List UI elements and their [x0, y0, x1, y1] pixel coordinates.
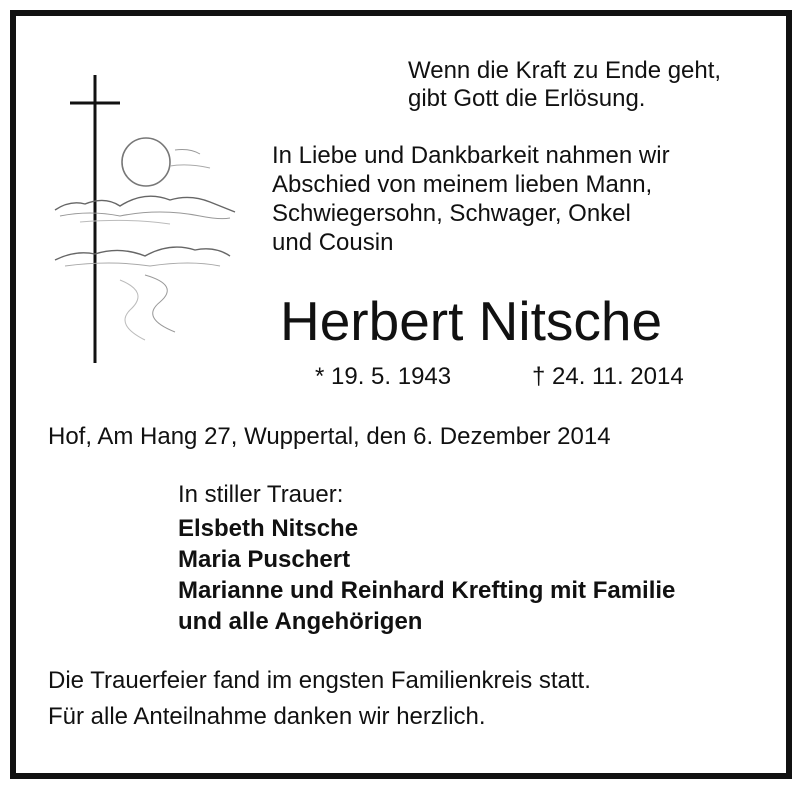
mourner-1: Elsbeth Nitsche: [178, 515, 359, 542]
mourners-intro: In stiller Trauer:: [178, 481, 344, 508]
closing-line-1: Die Trauerfeier fand im engsten Familienkreis statt.: [48, 667, 591, 694]
farewell-line-3: Schwiegersohn, Schwager, Onkel: [272, 200, 631, 227]
motto-line-1: Wenn die Kraft zu Ende geht,: [408, 57, 722, 84]
place-and-date: Hof, Am Hang 27, Wuppertal, den 6. Dezember 2014: [48, 423, 611, 450]
mourner-4: und alle Angehörigen: [178, 608, 423, 635]
mourner-2: Maria Puschert: [178, 546, 351, 573]
death-date: † 24. 11. 2014: [532, 363, 684, 390]
deceased-name: Herbert Nitsche: [280, 290, 663, 352]
birth-date: * 19. 5. 1943: [315, 363, 452, 390]
farewell-line-1: In Liebe und Dankbarkeit nahmen wir: [272, 142, 670, 169]
sun: [122, 138, 170, 186]
motto-line-2: gibt Gott die Erlösung.: [408, 85, 646, 112]
cross-landscape-illustration: [50, 70, 250, 370]
mourner-3: Marianne und Reinhard Krefting mit Familie: [178, 577, 676, 604]
farewell-line-4: und Cousin: [272, 229, 394, 256]
closing-line-2: Für alle Anteilnahme danken wir herzlich.: [48, 703, 486, 730]
farewell-line-2: Abschied von meinem lieben Mann,: [272, 171, 653, 198]
